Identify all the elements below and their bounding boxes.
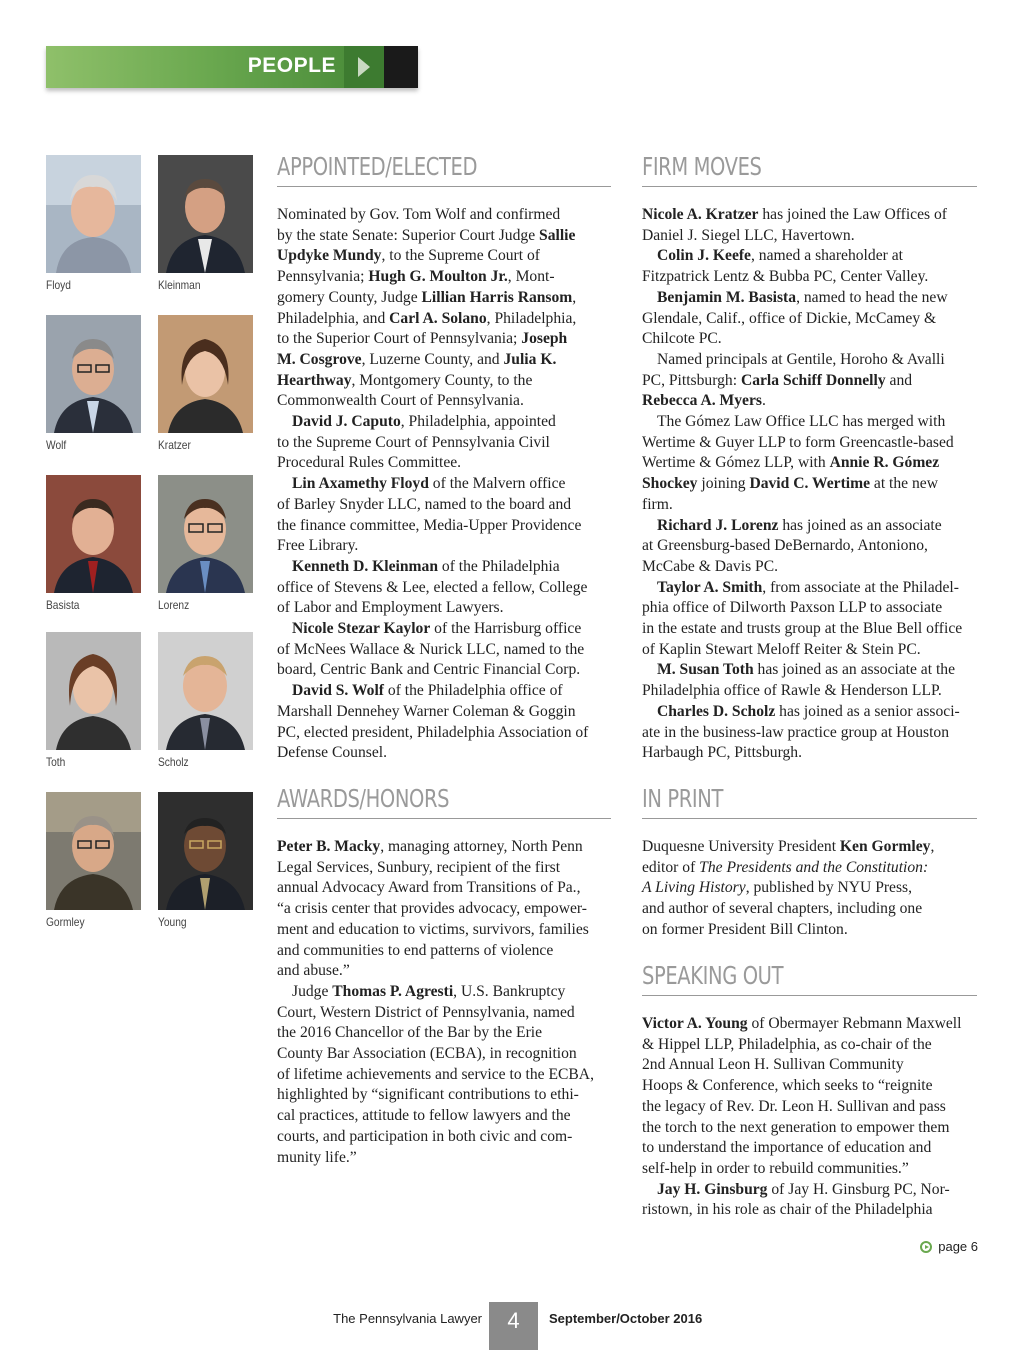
footer-issue: September/October 2016 bbox=[549, 1311, 703, 1326]
section-rule bbox=[642, 186, 977, 187]
banner-end bbox=[384, 46, 418, 88]
continued-link[interactable] bbox=[920, 1239, 978, 1254]
firm-moves-body: Nicole A. Kratzer has joined the Law Offices of Daniel J. Siegel LLC, Havertown. Colin J. Keefe, named a shareholder at Fitzpatrick Lentz & Bubba PC, Center Valley. Benjamin M. Basista, named to head the new Glendale, Calif., office of Dickie, McCamey & Chilcote PC. Named principals at Gentile, Horoho & Avalli PC, Pittsburgh: Carla Schiff Donnelly and Rebecca A. Myers. The Gómez Law Office LLC has merged with Wertime & Guyer LLP to form Greencastle-based Wertime & Gómez LLP, with Annie R. Gómez Shockey joining David C. Wertime at the new firm. Richard J. Lorenz has joined as an associate at Greensburg-based DeBernardo, Antoniono, McCabe & Davis PC. Taylor A. Smith, from associate at the Philadel- phia office of Dilworth Paxson LLP to associate in the estate and trusts group at the Blue Bell office of Kaplin Stewart Meloff Reiter & Stein PC. M. Susan Toth has joined as an associate at the Philadelphia office of Rawle & Henderson LLP. Charles D. Scholz has joined as a senior associ- ate in the business-law practice group at Houston Harbaugh PC, Pittsburgh. bbox=[642, 206, 963, 762]
section-rule bbox=[642, 818, 977, 819]
section-heading-appointed: APPOINTED/ELECTED bbox=[277, 152, 478, 181]
appointed-body: Nominated by Gov. Tom Wolf and confirmed by the state Senate: Superior Court Judge Sallie Updyke Mundy, to the Supreme Court of Pennsylvania; Hugh G. Moulton Jr., Mont- gomery County, Judge Lillian Harris Ransom, Philadelphia, and Carl A. Solano, Philadelphia, to the Superior Court of Pennsylvania; Joseph M. Cosgrove, Luzerne County, and Julia K. Hearthway, Montgomery County, to the Commonwealth Court of Pennsylvania. David J. Caputo, Philadelphia, appointed to the Supreme Court of Pennsylvania Civil Procedural Rules Committee. Lin Axamethy Floyd of the Malvern office of Barley Snyder LLC, named to the board and the finance committee, Media-Upper Providence Free Library. Kenneth D. Kleinman of the Philadelphia office of Stevens & Lee, elected a fellow, College of Labor and Employment Lawyers. Nicole Stezar Kaylor of the Harrisburg office of McNees Wallace & Nurick LLC, named to the board, Centric Bank and Centric Financial Corp. David S. Wolf of the Philadelphia office of Marshall Dennehey Warner Coleman & Goggin PC, elected president, Philadelphia Association of Defense Counsel. bbox=[277, 206, 589, 762]
play-arrow-icon bbox=[358, 57, 370, 77]
photo-young bbox=[158, 792, 253, 910]
photo-caption: Young bbox=[158, 915, 187, 929]
photo-wolf bbox=[46, 315, 141, 433]
photo-caption: Basista bbox=[46, 598, 80, 612]
section-heading-firm-moves: FIRM MOVES bbox=[642, 152, 762, 181]
section-rule bbox=[642, 995, 977, 996]
in-print-body: Duquesne University President Ken Gormley, editor of The Presidents and the Constitution: A Living History, published by NYU Press, and author of several chapters, including one on former President Bill Clinton. bbox=[642, 838, 935, 938]
photo-kleinman bbox=[158, 155, 253, 273]
section-banner bbox=[46, 46, 418, 88]
footer-publication: The Pennsylvania Lawyer bbox=[333, 1311, 482, 1326]
photo-scholz bbox=[158, 632, 253, 750]
photo-caption: Toth bbox=[46, 755, 66, 769]
photo-kratzer bbox=[158, 315, 253, 433]
photo-caption: Scholz bbox=[158, 755, 189, 769]
awards-body: Peter B. Macky, managing attorney, North Penn Legal Services, Sunbury, recipient of the first annual Advocacy Award from Transitions of Pa., “a crisis center that provides advocacy, empower- ment and education to victims, survivors, families and communities to end patterns of violence and abuse.” Judge Thomas P. Agresti, U.S. Bankruptcy Court, Western District of Pennsylvania, named the 2016 Chancellor of the Bar by the Erie County Bar Association (ECBA), in recognition of lifetime achievements and service to the ECBA, highlighted by “significant contributions to ethi- cal practices, attitude to fellow lawyers and the courts, and participation in both civic and com- munity life.” bbox=[277, 838, 594, 1166]
section-rule bbox=[277, 818, 611, 819]
banner-label: PEOPLE bbox=[247, 54, 336, 77]
section-heading-awards: AWARDS/HONORS bbox=[277, 784, 450, 813]
photo-basista bbox=[46, 475, 141, 593]
section-heading-speaking-out: SPEAKING OUT bbox=[642, 961, 784, 990]
photo-caption: Kleinman bbox=[158, 278, 201, 292]
photo-caption: Floyd bbox=[46, 278, 71, 292]
page-number: 4 bbox=[489, 1302, 538, 1350]
photo-toth bbox=[46, 632, 141, 750]
photo-caption: Lorenz bbox=[158, 598, 190, 612]
photo-caption: Kratzer bbox=[158, 438, 191, 452]
section-rule bbox=[277, 186, 611, 187]
photo-lorenz bbox=[158, 475, 253, 593]
speaking-out-body: Victor A. Young of Obermayer Rebmann Maxwell & Hippel LLP, Philadelphia, as co-chair of the 2nd Annual Leon H. Sullivan Community Hoops & Conference, which seeks to “reignite the legacy of Rev. Dr. Leon H. Sullivan and pass the torch to the next generation to empower them to understand the importance of education and self-help in order to rebuild communities.” Jay H. Ginsburg of Jay H. Ginsburg PC, Nor- ristown, in his role as chair of the Philadelphia bbox=[642, 1015, 962, 1219]
arrow-circle-icon bbox=[920, 1241, 932, 1253]
continued-label: page 6 bbox=[938, 1239, 978, 1254]
section-heading-in-print: IN PRINT bbox=[642, 784, 723, 813]
banner-label-area bbox=[46, 46, 344, 88]
banner-arrow bbox=[344, 46, 384, 88]
photo-gormley bbox=[46, 792, 141, 910]
photo-floyd bbox=[46, 155, 141, 273]
photo-caption: Gormley bbox=[46, 915, 85, 929]
photo-caption: Wolf bbox=[46, 438, 67, 452]
